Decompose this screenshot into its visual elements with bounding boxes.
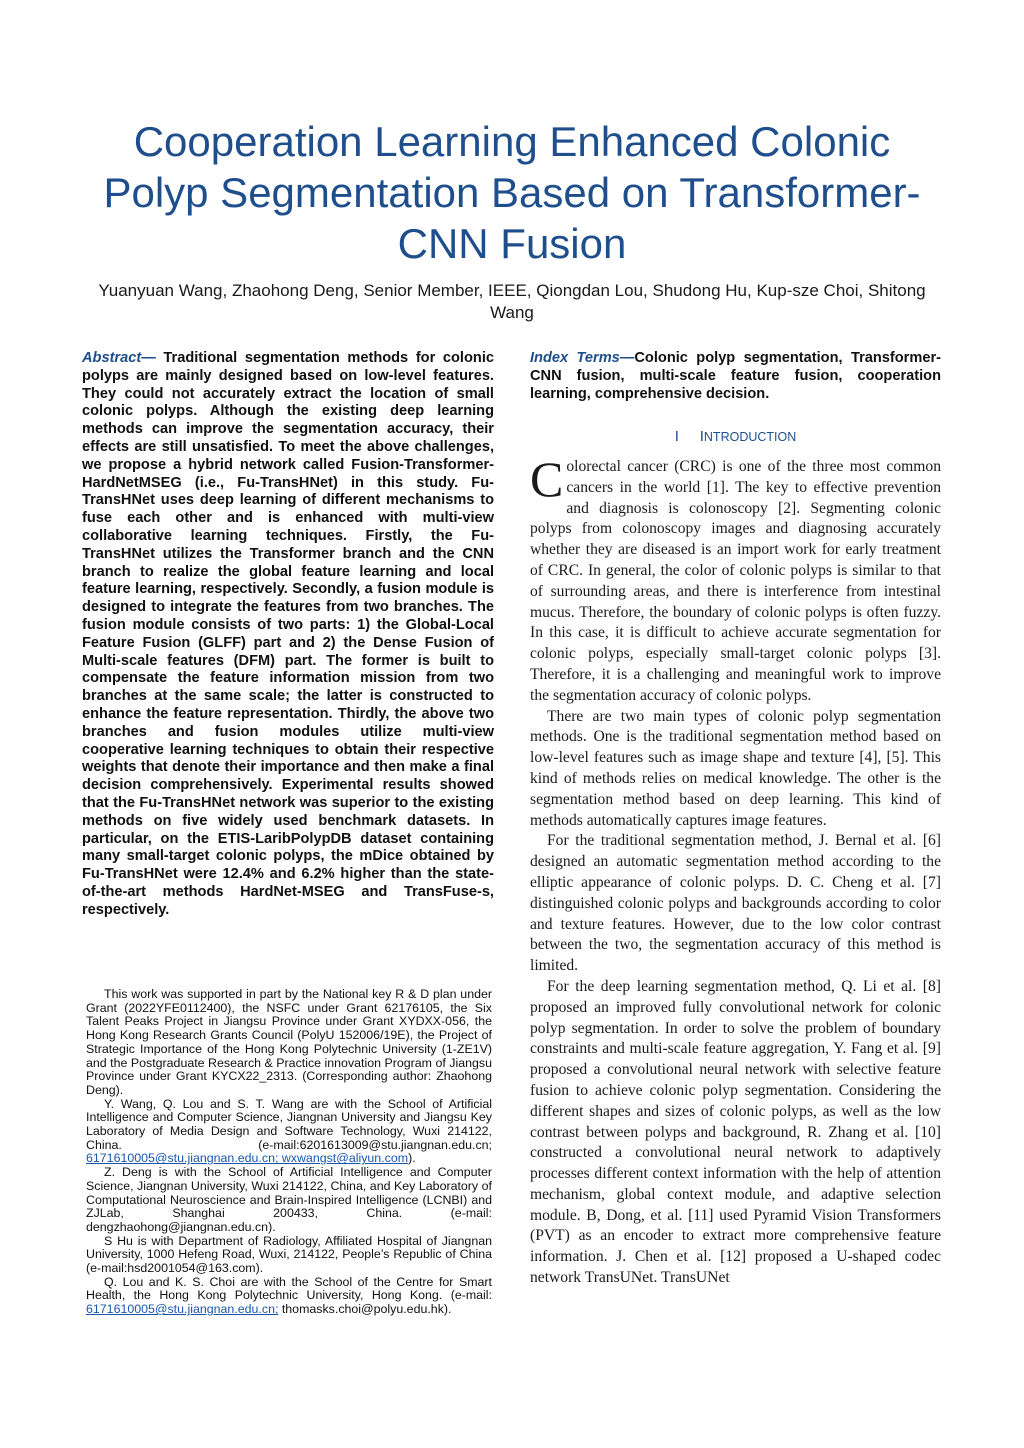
affiliation-note-choi xyxy=(86,1276,492,1317)
section-numeral: I xyxy=(674,428,679,445)
affiliation-note-hu: S Hu is with Department of Radiology, Affiliated Hospital of Jiangnan University, 1000 Hefeng Road, Wuxi, 214122, People’s Republic of China (e-mail:hsd2001054@163.com). xyxy=(86,1233,492,1276)
author-list: Yuanyuan Wang, Zhaohong Deng, Senior Member, IEEE, Qiongdan Lou, Shudong Hu, Kup-sze Choi, Shitong Wang xyxy=(98,281,926,322)
affiliation-note-wang xyxy=(86,1098,492,1167)
paragraph xyxy=(530,451,941,707)
affiliation-text: Y. Wang, Q. Lou and S. T. Wang are with the School of Artificial Intelligence and Computer Science, Jiangnan University and Jiangsu Key Laboratory of Media Design and Software Technology, Wuxi 214122, China. (e-mail:6201613009@stu.jiangnan.edu.cn; xyxy=(86,1096,492,1152)
affiliation-text: Q. Lou and K. S. Choi are with the School of the Centre for Smart Health, the Hong Kong Polytechnic University, Hong Kong. (e-mail: xyxy=(86,1274,492,1303)
introduction-body xyxy=(530,451,941,1289)
author-footnote xyxy=(86,988,492,1317)
index-terms-label: Index Terms— xyxy=(530,350,635,366)
funding-note: This work was supported in part by the National key R & D plan under Grant (2022YFE0112400), the NSFC under Grant 62176105, the Six Talent Peaks Project in Jiangsu Province under Grant XYDXX-056, the Hong Kong Research Grants Council (PolyU 152006/19E), the Project of Strategic Importance of the Hong Kong Polytechnic University (1-ZE1V) and the Postgraduate Research & Practice innovation Program of Jiangsu Province under Grant KYCX22_2313. (Corresponding author: Zhaohong Deng). xyxy=(86,987,492,1097)
email-link[interactable]: 6171610005@stu.jiangnan.edu.cn; xyxy=(86,1302,279,1317)
affiliation-end: thomasks.choi@polyu.edu.hk). xyxy=(278,1302,452,1317)
paragraph: For the deep learning segmentation method, Q. Li et al. [8] proposed an improved fully convolutional network for colonic polyp segmentation. In order to solve the problem of boundary constraints and multi-scale feature aggregation, Y. Fang et al. [9] proposed a convolutional neural network with selective feature fusion to achieve colonic polyp segmentation. Considering the different shapes and sizes of colonic polyps, as well as the low contrast between polyps and background, R. Zhang et al. [10] constructed a convolutional neural network to adaptively processes different context information with the help of attention mechanism, global context module, and adaptive selection module. B, Dong, et al. [11] used Pyramid Vision Transformers (PVT) as an encoder to extract more comprehensive feature information. J. Chen et al. [12] proposed a U-shaped codec network TransUNet. TransUNet xyxy=(530,977,941,1287)
affiliation-end: ). xyxy=(408,1151,416,1166)
drop-cap: C xyxy=(530,451,564,507)
section-title-initial: I xyxy=(699,428,704,445)
paragraph: There are two main types of colonic polyp segmentation methods. One is the traditional segmentation method based on low-level features such as image shape and texture [4], [5]. This kind of methods relies on medical knowledge. The other is the segmentation method based on deep learning. This kind of methods automatically captures image features. xyxy=(530,707,941,829)
section-heading-introduction xyxy=(530,428,941,446)
index-terms-text: Colonic polyp segmentation, Transformer-CNN fusion, multi-scale feature fusion, cooperation learning, comprehensive decision. xyxy=(530,350,941,402)
email-link[interactable]: 6171610005@stu.jiangnan.edu.cn; wxwangst@aliyun.com xyxy=(86,1151,409,1166)
paragraph: For the traditional segmentation method, J. Bernal et al. [6] designed an automatic segmentation method according to the elliptic appearance of colonic polyps. D. C. Cheng et al. [7] distinguished colonic polyps and backgrounds according to color and texture features. However, due to the low color contrast between the two, the segmentation accuracy of this method is limited. xyxy=(530,832,941,975)
index-terms xyxy=(530,350,941,403)
section-title-rest: NTRODUCTION xyxy=(703,430,797,444)
paragraph-text: olorectal cancer (CRC) is one of the three most common cancers in the world [1]. The key to effective prevention and diagnosis is colonoscopy [2]. Segmenting colonic polyps from colonoscopy images and diagnosing accurately whether they are diseased is an import work for early treatment of CRC. In general, the color of colonic polyps is similar to that of surrounding areas, and there is interference from intestinal mucus. Therefore, the boundary of colonic polyps is often fuzzy. In this case, it is difficult to achieve accurate segmentation for colonic polyps, especially small-target colonic polyps [3]. Therefore, it is a challenging and meaningful work to improve the segmentation accuracy of colonic polyps. xyxy=(530,458,941,704)
affiliation-note-deng: Z. Deng is with the School of Artificial Intelligence and Computer Science, Jiangnan University, Wuxi 214122, China, and Key Laboratory of Computational Neuroscience and Brain-Inspired Intelligence (LCNBI) and ZJLab, Shanghai 200433, China. (e-mail: dengzhaohong@jiangnan.edu.cn). xyxy=(86,1165,492,1234)
abstract xyxy=(82,350,494,920)
abstract-label: Abstract— xyxy=(82,350,156,366)
abstract-text: Traditional segmentation methods for colonic polyps are mainly designed based on low-level features. They could not accurately extract the location of small colonic polyps. Although the existing deep learning methods can improve the segmentation accuracy, their effects are still unsatisfied. To meet the above challenges, we propose a hybrid network called Fusion-Transformer-HardNetMSEG (i.e., Fu-TransHNet) in this study. Fu-TransHNet uses deep learning of different mechanisms to fuse each other and is enhanced with multi-view collaborative learning techniques. Firstly, the Fu-TransHNet utilizes the Transformer branch and the CNN branch to realize the global feature learning and local feature learning, respectively. Secondly, a fusion module is designed to integrate the features from two branches. The fusion module consists of two parts: 1) the Global-Local Feature Fusion (GLFF) part and 2) the Dense Fusion of Multi-scale features (DFM) part. The former is built to compensate the feature information mission from two branches at the same scale; the latter is constructed to enhance the feature representation. Thirdly, the above two branches and fusion modules utilize multi-view cooperative learning techniques to obtain their respective weights that denote their importance and then make a final decision comprehensively. Experimental results showed that the Fu-TransHNet network was superior to the existing methods on five widely used benchmark datasets. In particular, on the ETIS-LaribPolypDB dataset containing many small-target colonic polyps, the mDice obtained by Fu-TransHNet were 12.4% and 6.2% higher than the state-of-the-art methods HardNet-MSEG and TransFuse-s, respectively. xyxy=(82,350,494,918)
paper-title: Cooperation Learning Enhanced Colonic Polyp Segmentation Based on Transformer-CNN Fusion xyxy=(103,118,921,267)
